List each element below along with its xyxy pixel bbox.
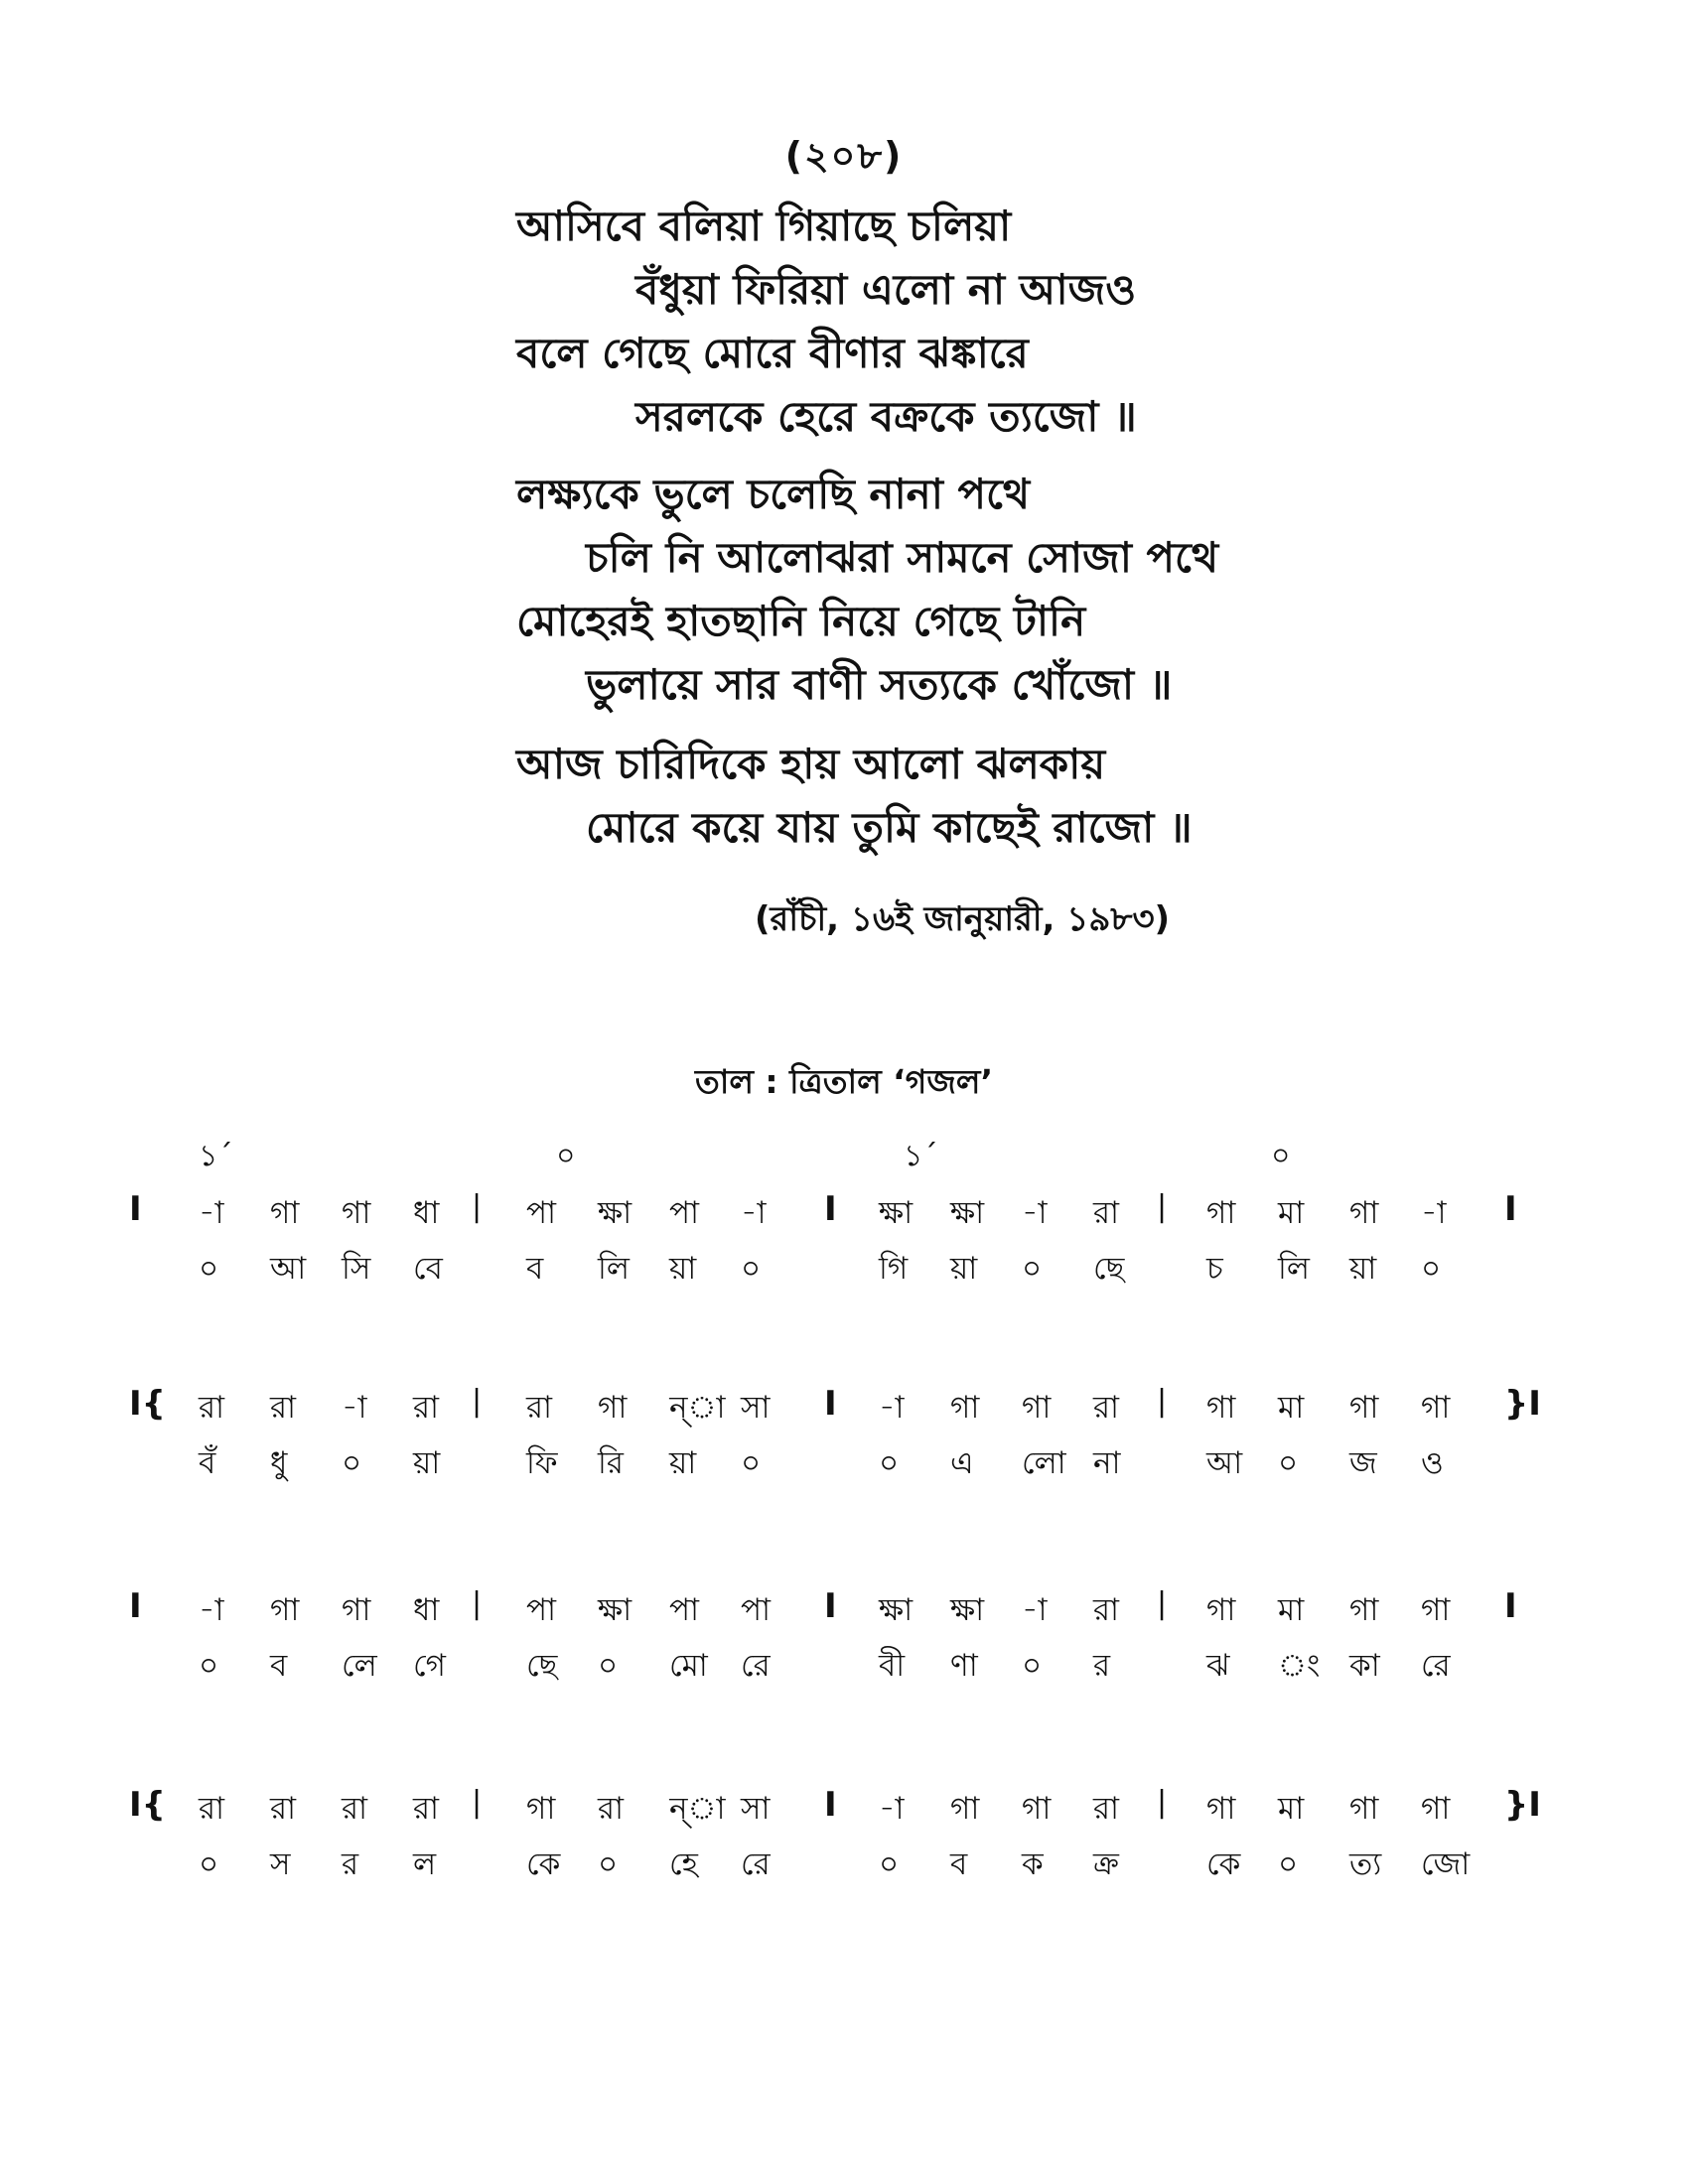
bar-separator: | [1157,1586,1168,1621]
lyric-line: সরলকে হেরে বক্রকে ত্যজো ॥ [635,392,1137,441]
swara-cell: পা [526,1592,557,1628]
swara-cell: মা [1278,1791,1305,1827]
swara-cell: মা [1278,1195,1305,1231]
lyric-syllable: স [270,1846,291,1882]
lyric-syllable: ও [1421,1445,1444,1481]
lyric-line: ভুলায়ে সার বাণী সত্যকে খোঁজো ॥ [586,660,1173,709]
swara-cell: রা [1093,1791,1120,1827]
notation-row [129,1586,1569,1698]
lyric-syllable: কে [526,1846,561,1882]
swara-line [129,1586,1569,1642]
bar-separator: | [472,1189,483,1224]
bar-separator: | [472,1384,483,1419]
swara-cell: রা [526,1390,553,1426]
closing-bar-mark: }I [1504,1785,1541,1825]
swara-cell: ধা [413,1195,440,1231]
swara-cell: সা [741,1791,771,1827]
lyric-syllable: ধু [270,1445,288,1481]
swara-cell: গা [1022,1390,1052,1426]
lyric-syllable: য়া [413,1445,441,1481]
bar-separator: I [824,1586,837,1626]
lyric-line: আসিবে বলিয়া গিয়াছে চলিয়া [516,202,1012,250]
swara-cell: গা [1349,1390,1379,1426]
closing-bar-mark: I [1504,1189,1517,1229]
swara-cell: গা [270,1195,300,1231]
lyric-syllable: ল [413,1846,437,1882]
swara-cell: গা [1421,1592,1451,1628]
lyric-syllable: ব [270,1648,288,1684]
lyric-syllable: কা [1349,1648,1380,1684]
swara-cell: গা [1421,1791,1451,1827]
swara-line [129,1384,1569,1439]
swara-cell: মা [1278,1390,1305,1426]
swara-cell: ক্ষা [879,1195,914,1231]
lyric-syllable: ০ [199,1846,219,1882]
swara-cell: -া [879,1791,905,1827]
swara-cell: গা [1206,1195,1236,1231]
lyric-syllable: ব [950,1846,968,1882]
lyric-syllable: চ [1206,1251,1223,1287]
lyric-syllable: য়া [950,1251,978,1287]
lyric-syllable-line [139,1245,1569,1300]
swara-cell: গা [526,1791,556,1827]
swara-cell: -া [741,1195,767,1231]
bar-separator: | [1157,1189,1168,1224]
lyric-syllable: ০ [1022,1251,1043,1287]
lyric-syllable: ং [1278,1648,1321,1684]
lyric-syllable: আ [270,1251,307,1287]
lyric-syllable: ০ [342,1445,362,1481]
lyric-syllable-line [139,1439,1569,1495]
opening-bar-mark: I [129,1586,142,1626]
swara-cell: -া [199,1195,224,1231]
lyric-syllable: মো [669,1648,708,1684]
lyric-syllable: ক [1022,1846,1044,1882]
stanza [516,733,1509,860]
swara-line [129,1189,1569,1245]
lyric-syllable: ছে [526,1648,558,1684]
lyric-syllable: ০ [741,1445,762,1481]
swara-cell: গা [1349,1195,1379,1231]
notation-row [129,1384,1569,1495]
lyric-syllable: ব [526,1251,544,1287]
dateline: (রাঁচী, ১৬ই জানুয়ারী, ১৯৮৩) [755,899,1171,939]
swara-cell: গা [270,1592,300,1628]
lyric-syllable: আ [1206,1445,1243,1481]
swara-cell: -া [879,1390,905,1426]
tala-marker: ১´ [199,1139,233,1173]
lyric-syllable: ০ [879,1846,900,1882]
lyric-syllable: ০ [598,1846,619,1882]
lyric-syllable: বে [413,1251,443,1287]
lyric-syllable: ০ [598,1648,619,1684]
swara-cell: -া [1022,1195,1048,1231]
lyric-syllable: লে [342,1648,377,1684]
lyric-syllable: য়া [669,1251,697,1287]
lyric-syllable: ছে [1093,1251,1125,1287]
lyric-syllable-line [139,1841,1569,1896]
lyric-line: লক্ষ্যকে ভুলে চলেছি নানা পথে [516,470,1031,518]
swara-cell: গা [1421,1390,1451,1426]
tala-marker: ০ [556,1139,576,1173]
opening-bar-mark: I{ [129,1785,166,1825]
swara-cell: ক্ষা [950,1592,985,1628]
tala-marker: ১´ [904,1139,938,1173]
lyric-syllable-line [139,1642,1569,1698]
closing-bar-mark: I [1504,1586,1517,1626]
swara-line [129,1785,1569,1841]
swara-cell: পা [741,1592,772,1628]
swara-cell: -া [199,1592,224,1628]
swara-cell: গা [342,1592,371,1628]
bar-separator: | [472,1586,483,1621]
lyric-syllable: এ [950,1445,974,1481]
swara-cell: গা [1206,1390,1236,1426]
lyric-syllable: বঁ [199,1445,216,1481]
lyric-syllable: রে [1421,1648,1451,1684]
swara-cell: রা [413,1791,440,1827]
lyric-syllable: বী [879,1648,906,1684]
swara-cell: গা [598,1390,628,1426]
lyric-line: আজ চারিদিকে হায় আলো ঝলকায় [516,740,1106,788]
notation-row [129,1785,1569,1896]
lyric-line: বঁধুয়া ফিরিয়া এলো না আজও [635,265,1137,314]
tala-marker: ০ [1271,1139,1291,1173]
swara-cell: পা [669,1195,700,1231]
lyric-syllable: য়া [669,1445,697,1481]
swara-cell: রা [342,1791,368,1827]
swara-cell: রা [1093,1195,1120,1231]
closing-bar-mark: }I [1504,1384,1541,1424]
lyric-line: মোরে কয়ে যায় তুমি কাছেই রাজো ॥ [586,803,1193,852]
swara-cell: সা [741,1390,771,1426]
lyric-syllable: রে [741,1846,771,1882]
bar-separator: I [824,1785,837,1825]
swara-cell: গা [1206,1592,1236,1628]
lyric-syllable: গি [879,1251,909,1287]
page-number: (২০৮) [784,134,904,178]
lyric-syllable: রে [741,1648,771,1684]
lyric-syllable: ঝ [1206,1648,1230,1684]
swara-cell: গা [950,1791,980,1827]
swara-cell: ক্ষা [598,1592,633,1628]
bar-separator: I [824,1189,837,1229]
swara-cell: -া [1421,1195,1447,1231]
lyric-line: মোহেরই হাতছানি নিয়ে গেছে টানি [516,597,1086,645]
swara-cell: গা [1349,1791,1379,1827]
swara-cell: পা [669,1592,700,1628]
swara-cell: -া [1022,1592,1048,1628]
bar-separator: | [472,1785,483,1820]
lyric-syllable: জ [1349,1445,1377,1481]
tala-markers [0,1132,1688,1171]
lyric-syllable: না [1093,1445,1121,1481]
swara-cell: পা [526,1195,557,1231]
tala-heading: তাল : ত্রিতাল ‘গজল’ [694,1062,993,1101]
swara-cell: রা [199,1390,225,1426]
stanza [516,463,1509,717]
swara-cell: ন্া [669,1791,726,1827]
opening-bar-mark: I{ [129,1384,166,1424]
stanza [516,195,1509,449]
swara-cell: রা [270,1791,297,1827]
swara-cell: রা [598,1791,625,1827]
bar-separator: | [1157,1384,1168,1419]
lyric-syllable: ০ [199,1251,219,1287]
swara-cell: গা [342,1195,371,1231]
swara-cell: ন্া [669,1390,726,1426]
swara-cell: ক্ষা [598,1195,633,1231]
lyric-syllable: ক্র [1093,1846,1119,1882]
lyric-syllable: ফি [526,1445,558,1481]
lyric-syllable: ণা [950,1648,978,1684]
lyric-syllable: র [1093,1648,1111,1684]
swara-cell: রা [1093,1592,1120,1628]
lyric-syllable: ০ [879,1445,900,1481]
swara-cell: ক্ষা [879,1592,914,1628]
lyric-syllable: ০ [1278,1846,1299,1882]
lyric-syllable: সি [342,1251,371,1287]
lyric-line: চলি নি আলোঝরা সামনে সোজা পথে [586,533,1219,582]
lyric-syllable: রি [598,1445,624,1481]
swara-cell: রা [413,1390,440,1426]
lyric-line: বলে গেছে মোরে বীণার ঝঙ্কারে [516,329,1029,377]
swara-cell: গা [1349,1592,1379,1628]
lyric-syllable: ০ [199,1648,219,1684]
swara-cell: রা [1093,1390,1120,1426]
notation-row [129,1189,1569,1300]
swara-cell: ক্ষা [950,1195,985,1231]
lyric-syllable: ০ [1421,1251,1442,1287]
bar-separator: | [1157,1785,1168,1820]
swara-cell: গা [1022,1791,1052,1827]
swara-cell: রা [199,1791,225,1827]
swara-cell: গা [1206,1791,1236,1827]
lyric-syllable: কে [1206,1846,1241,1882]
lyric-syllable: লি [1278,1251,1310,1287]
lyric-syllable: গে [413,1648,446,1684]
swara-cell: রা [270,1390,297,1426]
swara-cell: -া [342,1390,367,1426]
lyric-syllable: র [342,1846,359,1882]
lyric-syllable: ০ [1278,1445,1299,1481]
opening-bar-mark: I [129,1189,142,1229]
bar-separator: I [824,1384,837,1424]
lyric-syllable: হে [669,1846,698,1882]
lyric-syllable: য়া [1349,1251,1377,1287]
lyric-syllable: লো [1022,1445,1066,1481]
lyric-syllable: ০ [1022,1648,1043,1684]
lyric-syllable: ০ [741,1251,762,1287]
lyric-syllable: জো [1421,1846,1471,1882]
lyric-syllable: ত্য [1349,1846,1382,1882]
swara-cell: গা [950,1390,980,1426]
swara-cell: মা [1278,1592,1305,1628]
lyric-syllable: লি [598,1251,630,1287]
swara-cell: ধা [413,1592,440,1628]
